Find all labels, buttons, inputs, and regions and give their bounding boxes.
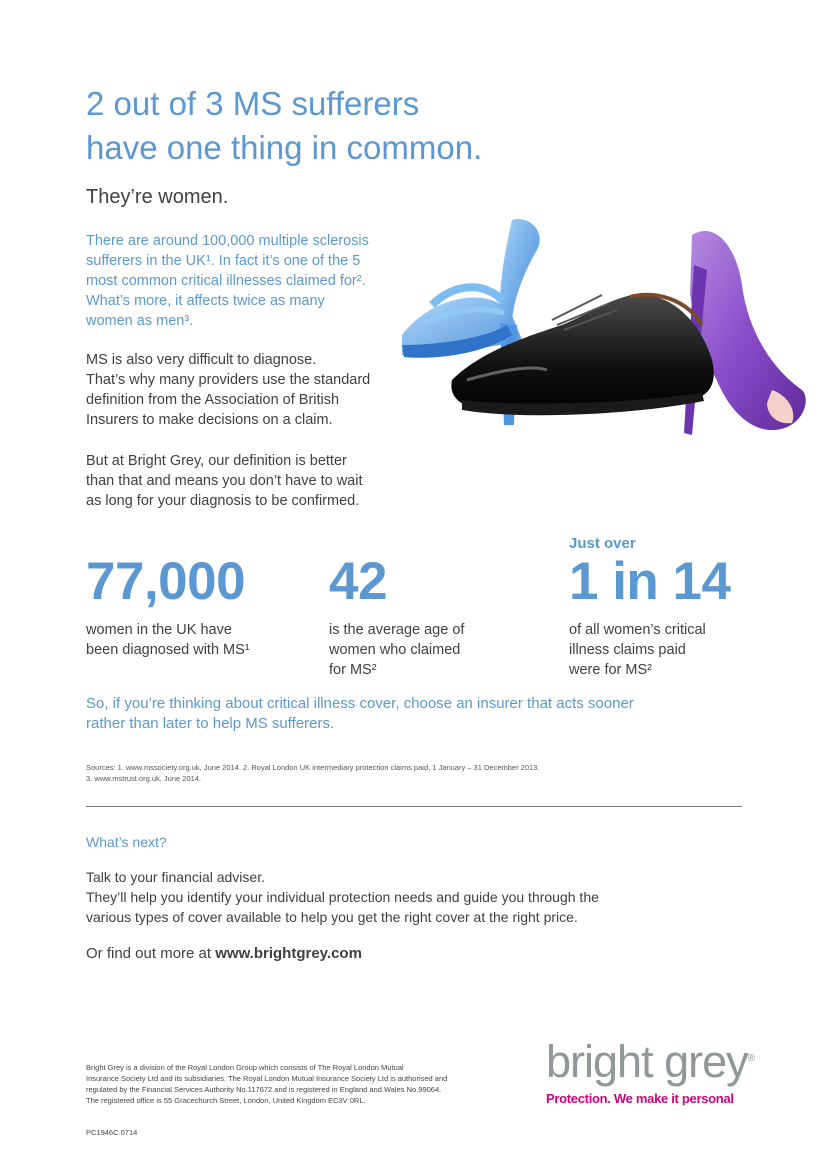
shoes-photo bbox=[372, 175, 812, 450]
logo-word: bright grey bbox=[546, 1036, 748, 1087]
stat-number: 1 in 14 bbox=[569, 552, 731, 611]
sources-line: Sources: 1. www.mssociety.org.uk, June 2014. 2. Royal London UK intermediary protection claims paid, 1 January – 31 December 2013. bbox=[86, 763, 540, 772]
intro-line: What’s more, it affects twice as many bbox=[86, 293, 325, 309]
stat-description-line: been diagnosed with MS¹ bbox=[86, 642, 250, 658]
whats-next-body bbox=[86, 867, 599, 927]
headline bbox=[86, 82, 606, 170]
logo-wordmark bbox=[546, 1034, 754, 1087]
stat-description bbox=[569, 620, 730, 680]
website-link[interactable]: www.brightgrey.com bbox=[215, 945, 362, 962]
find-out-more bbox=[86, 945, 362, 962]
stat-number: 42 bbox=[329, 552, 387, 611]
stat-description bbox=[86, 620, 250, 660]
headline-line: 2 out of 3 MS sufferers bbox=[86, 85, 420, 122]
sources bbox=[86, 762, 539, 784]
sources-line: 3. www.mstrust.org.uk, June 2014. bbox=[86, 774, 202, 783]
diagnosis-line: MS is also very difficult to diagnose. bbox=[86, 352, 317, 368]
closing-statement bbox=[86, 694, 634, 734]
whats-next-heading: What’s next? bbox=[86, 834, 167, 850]
legal-line: regulated by the Financial Services Authority No.117672 and is registered in England and Wales No.99064. bbox=[86, 1085, 442, 1094]
stat-prefix: Just over bbox=[569, 535, 636, 552]
definition-line: as long for your diagnosis to be confirmed. bbox=[86, 493, 360, 509]
diagnosis-paragraph bbox=[86, 350, 416, 430]
headline-line: have one thing in common. bbox=[86, 129, 483, 166]
stat-description-line: of all women’s critical bbox=[569, 622, 706, 638]
diagnosis-line: definition from the Association of British bbox=[86, 392, 340, 408]
intro-paragraph bbox=[86, 231, 416, 331]
stat-description-line: for MS² bbox=[329, 662, 377, 678]
whats-next-line: They’ll help you identify your individual protection needs and guide you through the bbox=[86, 889, 599, 905]
legal-line: Insurance Society Ltd and its subsidiaries. The Royal London Mutual Insurance Society Ltd is authorised and bbox=[86, 1074, 448, 1083]
definition-line: than that and means you don’t have to wait bbox=[86, 473, 363, 489]
find-out-prefix: Or find out more at bbox=[86, 945, 216, 962]
divider bbox=[86, 806, 742, 807]
diagnosis-line: That’s why many providers use the standard bbox=[86, 372, 371, 388]
closing-line: So, if you’re thinking about critical illness cover, choose an insurer that acts sooner bbox=[86, 695, 634, 712]
stat-claims-ratio bbox=[569, 535, 730, 680]
purple-pump bbox=[684, 231, 806, 435]
stat-number: 77,000 bbox=[86, 552, 246, 611]
bright-grey-logo bbox=[546, 1034, 754, 1106]
document-code: PC1946C.0714 bbox=[86, 1128, 138, 1137]
definition-line: But at Bright Grey, our definition is better bbox=[86, 453, 347, 469]
intro-line: most common critical illnesses claimed for². bbox=[86, 273, 366, 289]
stat-description-line: were for MS² bbox=[569, 662, 652, 678]
closing-line: rather than later to help MS sufferers. bbox=[86, 715, 335, 732]
intro-line: women as men³. bbox=[86, 313, 194, 329]
definition-paragraph bbox=[86, 451, 416, 511]
diagnosis-line: Insurers to make decisions on a claim. bbox=[86, 412, 333, 428]
intro-line: sufferers in the UK¹. In fact it’s one of the 5 bbox=[86, 253, 361, 269]
legal-line: Bright Grey is a division of the Royal London Group which consists of The Royal London Mutual bbox=[86, 1063, 404, 1072]
stat-description bbox=[329, 620, 464, 680]
stat-average-age bbox=[329, 552, 464, 680]
stat-women-diagnosed bbox=[86, 552, 250, 660]
stat-description-line: is the average age of bbox=[329, 622, 465, 638]
whats-next-line: Talk to your financial adviser. bbox=[86, 869, 265, 885]
stat-description-line: women who claimed bbox=[329, 642, 461, 658]
logo-tagline: Protection. We make it personal bbox=[546, 1091, 734, 1106]
registered-mark: ® bbox=[747, 1053, 754, 1064]
intro-line: There are around 100,000 multiple sclerosis bbox=[86, 233, 369, 249]
legal-notice bbox=[86, 1062, 447, 1106]
stat-description-line: illness claims paid bbox=[569, 642, 686, 658]
legal-line: The registered office is 55 Gracechurch Street, London, United Kingdom EC3V 0RL. bbox=[86, 1096, 366, 1105]
subheading: They’re women. bbox=[86, 186, 229, 208]
whats-next-line: various types of cover available to help you get the right cover at the right price. bbox=[86, 909, 578, 925]
stat-description-line: women in the UK have bbox=[86, 622, 232, 638]
